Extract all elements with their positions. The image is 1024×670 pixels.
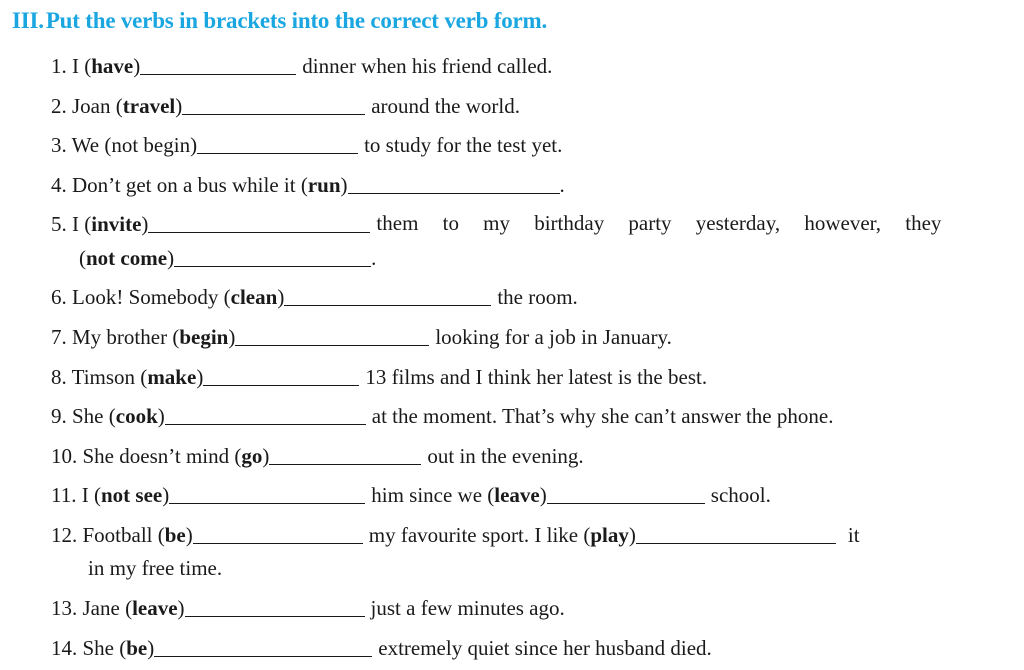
exercise-item-4: 4. Don’t get on a bus while it (run) . [51, 167, 981, 207]
exercise-item-8: 8. Timson (make) 13 films and I think her latest is the best. [51, 359, 981, 399]
answer-blank[interactable] [154, 632, 372, 657]
exercise-heading [12, 8, 547, 34]
verb-hint: make [147, 364, 197, 389]
answer-blank[interactable] [636, 519, 836, 544]
answer-blank[interactable] [547, 479, 705, 504]
verb-hint: travel [122, 93, 176, 118]
answer-blank[interactable] [348, 169, 560, 194]
item-number: 4. [51, 172, 67, 197]
item-number: 9. [51, 404, 67, 429]
verb-hint: not see [100, 483, 163, 508]
exercise-item-10: 10. She doesn’t mind (go) out in the evening. [51, 438, 981, 478]
item-number: 8. [51, 364, 67, 389]
verb-hint: clean [230, 285, 278, 310]
exercise-item-11: 11. I (not see) him since we (leave) school. [51, 477, 981, 517]
item-number: 3. [51, 133, 67, 158]
exercise-item-3: 3. We (not begin) to study for the test yet. [51, 127, 981, 167]
item-number: 10. [51, 443, 78, 468]
exercise-item-14: 14. She (be) extremely quiet since her husband died. [51, 630, 981, 670]
item-number: 14. [51, 635, 78, 660]
item-number: 2. [51, 93, 67, 118]
item-number: 1. [51, 54, 67, 78]
item-number: 11. [51, 483, 77, 508]
answer-blank[interactable] [174, 242, 371, 267]
verb-hint: cook [115, 404, 158, 429]
verb-hint: go [241, 443, 263, 468]
exercise-instruction: Put the verbs in brackets into the correct verb form. [45, 8, 548, 33]
answer-blank[interactable] [140, 50, 296, 75]
answer-blank[interactable] [182, 90, 365, 115]
answer-blank[interactable] [284, 281, 491, 306]
item-number: 13. [51, 595, 78, 620]
exercise-list [51, 48, 981, 669]
answer-blank[interactable] [165, 400, 366, 425]
verb-hint: leave [132, 595, 178, 620]
answer-blank[interactable] [203, 361, 359, 386]
answer-blank[interactable] [185, 592, 365, 617]
answer-blank[interactable] [193, 519, 363, 544]
verb-hint: run [307, 172, 341, 197]
exercise-item-9: 9. She (cook) at the moment. That’s why she can’t answer the phone. [51, 398, 981, 438]
exercise-item-7: 7. My brother (begin) looking for a job in January. [51, 319, 981, 359]
answer-blank[interactable] [235, 321, 429, 346]
verb-hint: have [91, 54, 134, 78]
exercise-item-5: 5. I (invite) them to my birthday party yesterday, however, they (not come) . [51, 206, 981, 279]
item-continuation: in my free time. [88, 555, 223, 580]
answer-blank[interactable] [169, 479, 365, 504]
exercise-number: III. [12, 8, 44, 33]
item-number: 7. [51, 324, 67, 349]
item-number: 5. [51, 212, 67, 237]
answer-blank[interactable] [148, 208, 370, 233]
exercise-item-12: 12. Football (be) my favourite sport. I like (play) it in my free time. [51, 517, 981, 590]
answer-blank[interactable] [269, 440, 421, 465]
verb-hint: be [164, 522, 186, 547]
verb-hint: play [590, 522, 629, 547]
verb-hint: be [126, 635, 148, 660]
verb-hint: not come [86, 246, 168, 271]
exercise-item-13: 13. Jane (leave) just a few minutes ago. [51, 590, 981, 630]
answer-blank[interactable] [197, 129, 358, 154]
verb-hint: begin [179, 324, 229, 349]
exercise-item-1: 1. I (have) dinner when his friend called. [51, 48, 981, 88]
verb-hint: invite [91, 212, 142, 237]
item-continuation: (not come) . [79, 240, 376, 275]
exercise-item-6: 6. Look! Somebody (clean) the room. [51, 279, 981, 319]
verb-hint: leave [494, 483, 540, 508]
item-number: 12. [51, 522, 78, 547]
item-number: 6. [51, 285, 67, 310]
exercise-item-2: 2. Joan (travel) around the world. [51, 88, 981, 128]
